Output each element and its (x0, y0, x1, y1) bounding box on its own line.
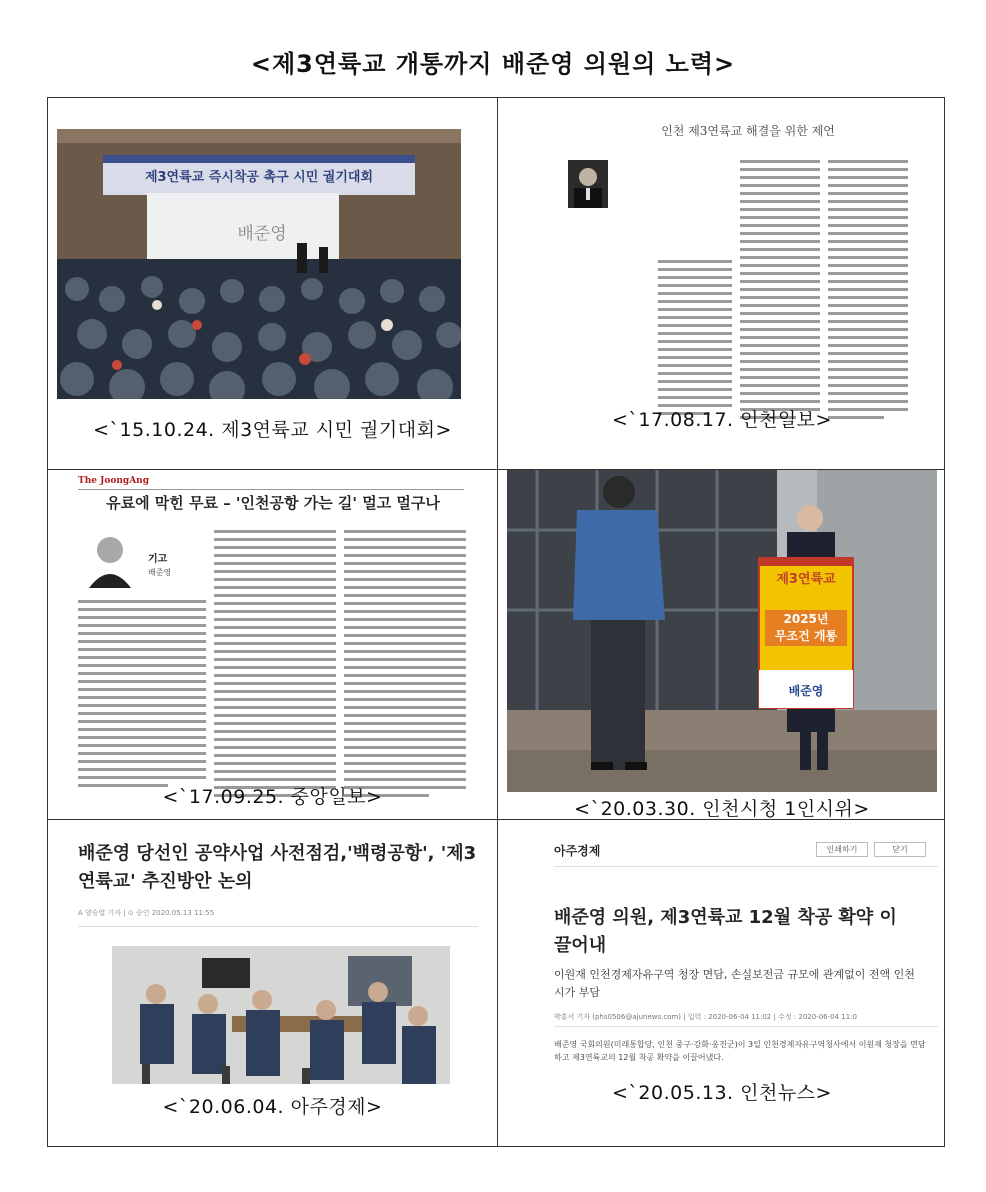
article-headline: 유료에 막힌 무료 – '인천공항 가는 길' 멀고 멀구나 (106, 494, 440, 512)
article-headline: 인천 제3연륙교 해결을 위한 제언 (661, 124, 835, 138)
sign-line3: 무조건 개통 (774, 629, 838, 643)
print-button[interactable]: 인쇄하기 (816, 842, 868, 857)
article-subhead: 이원재 인천경제자유구역 청장 면담, 손실보전금 규모에 관계없이 전액 인천시가 부담 (554, 968, 915, 999)
masthead-rule (554, 866, 938, 867)
clipping-grid (47, 97, 945, 1147)
cell-meeting (48, 820, 497, 1146)
cell-caption: <`15.10.24. 제3연륙교 시민 궐기대회> (93, 419, 452, 441)
article-column-1 (658, 260, 732, 420)
article-body: 배준영 국회의원(미래통합당, 인천 중구·강화·옹진군)이 3일 인천경제자유구역청사에서 이원재 청장을 면담하고 제3연륙교의 12월 착공 확약을 이끌어냈다. (554, 1040, 926, 1062)
sign-line1: 제3연륙교 (776, 572, 836, 587)
person-icon (81, 530, 139, 588)
cell-protest (498, 470, 946, 819)
byline-rule (554, 1026, 938, 1027)
sign-name: 배준영 (788, 684, 824, 698)
article-headline: 배준영 당선인 공약사업 사전점검,'백령공항', '제3연륙교' 추진방안 논의 (78, 843, 477, 892)
page-title: <제3연륙교 개통까지 배준영 의원의 노력> (250, 50, 736, 78)
article-byline: 박흥서 기자 (phs0506@ajunews.com) | 입력 : 2020-06-04 11:02 | 수정 : 2020-06-04 11:0 (554, 1013, 858, 1021)
cell-caption: <`20.03.30. 인천시청 1인시위> (574, 798, 870, 819)
masthead: 아주경제 (554, 844, 601, 858)
article-column-2 (214, 530, 336, 802)
article-headline: 배준영 의원, 제3연륙교 12월 착공 확약 이끌어내 (554, 907, 897, 956)
article-byline: A 양승열 기자 | ⊙ 승인 2020.05.13 11:55 (78, 909, 215, 917)
byline-label: 기고 (148, 554, 168, 565)
cell-joongang (48, 470, 497, 819)
protest-photo-illustration (507, 470, 937, 792)
masthead-rule (78, 489, 464, 490)
author-photo (568, 160, 608, 208)
cell-caption: <`17.09.25. 중앙일보> (162, 786, 383, 808)
cell-incheon-news (498, 820, 946, 1146)
byline-name: 배준영 (148, 568, 172, 577)
article-column-3 (828, 160, 908, 424)
masthead: The JoongAng (78, 476, 150, 486)
byline-rule (78, 926, 478, 927)
sign-line2: 2025년 (783, 612, 829, 626)
article-column-3 (344, 530, 466, 802)
cell-rally (48, 98, 497, 469)
meeting-photo (112, 946, 450, 1084)
close-button[interactable]: 닫기 (874, 842, 926, 857)
article-column-2 (740, 160, 820, 424)
author-photo (81, 530, 139, 588)
rally-screen-text: 배준영 (237, 224, 287, 244)
rally-photo (57, 129, 461, 399)
meeting-photo-illustration (112, 946, 450, 1084)
person-icon (568, 160, 608, 208)
protest-photo (507, 470, 937, 792)
cell-caption: <`20.06.04. 아주경제> (162, 1096, 383, 1118)
rally-banner-text: 제3연륙교 즉시착공 촉구 시민 궐기대회 (144, 170, 374, 185)
cell-caption: <`17.08.17. 인천일보> (612, 409, 832, 431)
cell-caption: <`20.05.13. 인천뉴스> (612, 1082, 832, 1104)
article-column-1 (78, 600, 206, 792)
cell-incheon-ilbo (498, 98, 946, 469)
